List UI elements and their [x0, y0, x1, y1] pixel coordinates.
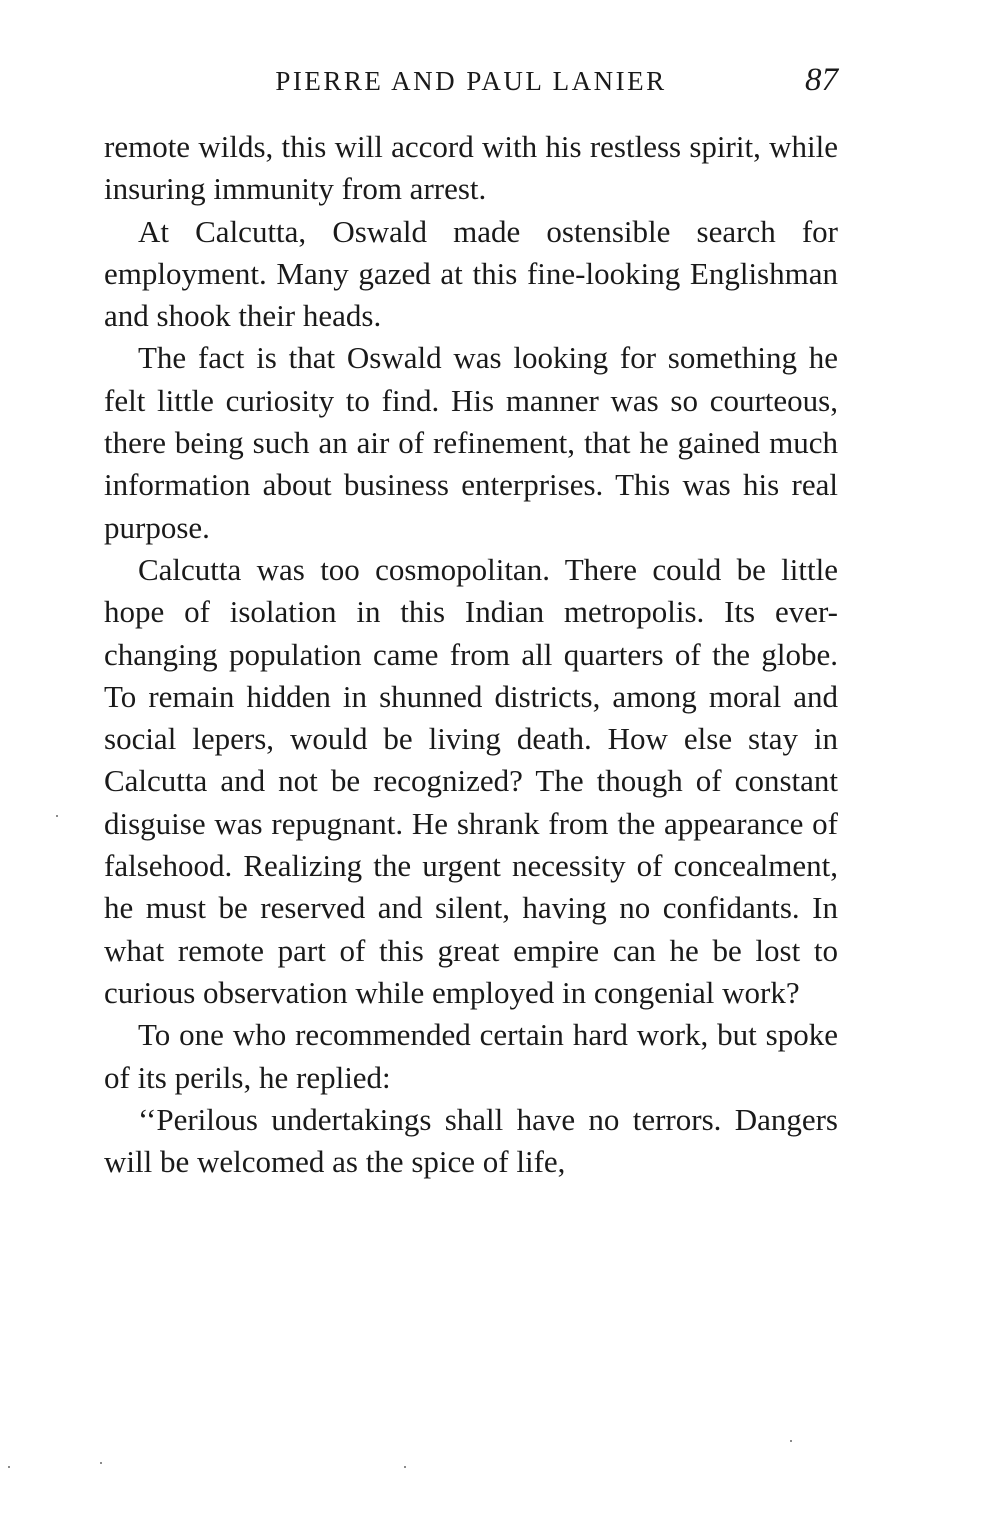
running-title: PIERRE AND PAUL LANIER [275, 66, 667, 96]
paragraph: To one who recommended certain hard work, but spoke of its perils, he replied: [104, 1017, 838, 1095]
paper-speck [56, 815, 58, 817]
paragraph: ‘‘Perilous undertakings shall have no terrors. Dangers will be welcomed as the spice of life, [104, 1101, 838, 1180]
running-head [104, 62, 838, 106]
paragraph: At Calcutta, Oswald made ostensible search for employment. Many gazed at this fine-looking Englishman and shook their heads. [104, 213, 838, 334]
paper-speck [404, 1466, 406, 1468]
paragraph-continued: remote wilds, this will accord with his restless spirit, while insuring immunity from arrest. [104, 129, 838, 207]
paragraph: Calcutta was too cosmopolitan. There could be little hope of isolation in this Indian metropolis. Its ever-changing population came from all quarters of the globe. To remain hidden in shunned districts, among moral and social lepers, would be living death. How else stay in Calcutta and not be recognized? The though of constant disguise was repugnant. He shrank from the appearance of falsehood. Realizing the urgent necessity of concealment, he must be reserved and silent, having no confidants. In what remote part of this great empire can he be lost to curious observation while employed in congenial work? [104, 551, 838, 1010]
paper-speck [100, 1462, 102, 1464]
body-text [104, 126, 838, 1183]
paragraph: The fact is that Oswald was looking for something he felt little curiosity to find. His manner was so courteous, there being such an air of refinement, that he gained much information about business enterprises. This was his real purpose. [104, 340, 838, 545]
page-number: 87 [805, 62, 838, 98]
paper-speck [790, 1440, 792, 1442]
paper-speck [8, 1466, 10, 1468]
